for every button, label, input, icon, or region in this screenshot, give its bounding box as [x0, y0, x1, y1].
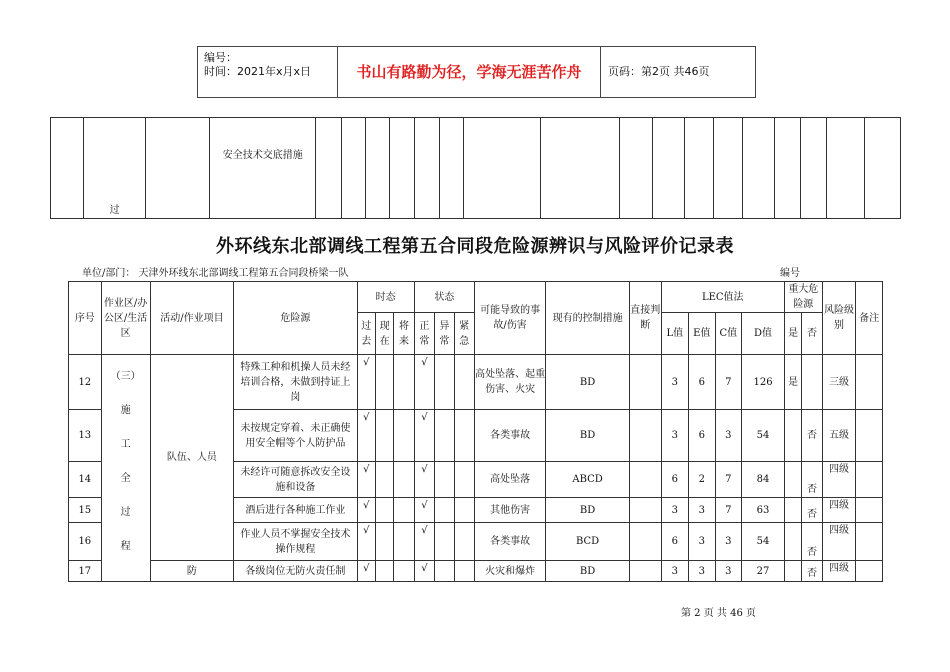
cell-hazard: 作业人员不掌握安全技术操作规程 [234, 523, 357, 561]
cell-c: 3 [715, 410, 742, 462]
cell-normal: √ [414, 355, 434, 410]
cell-yes [784, 523, 801, 561]
cell-past: √ [357, 498, 375, 523]
cell-remark [856, 498, 883, 523]
col-control: 现有的控制措施 [546, 282, 630, 355]
cell-c: 3 [715, 523, 742, 561]
cell-direct [629, 561, 661, 582]
cell-remark [856, 462, 883, 498]
cell-control: BD [546, 561, 630, 582]
cell-accident: 各类事故 [474, 410, 545, 462]
cell-direct [629, 410, 661, 462]
col-seq: 序号 [69, 282, 102, 355]
cell-emergency [454, 523, 474, 561]
cell-safety-measure: 安全技术交底措施 [210, 118, 316, 219]
cell-hazard: 未经许可随意拆改安全设施和设备 [234, 462, 357, 498]
cell-l: 3 [661, 410, 689, 462]
previous-table-fragment [50, 117, 901, 219]
cell-direct [629, 498, 661, 523]
col-state: 状态 [414, 282, 474, 313]
cell-remark [856, 523, 883, 561]
cell-yes [784, 498, 801, 523]
cell-no: 否 [802, 523, 822, 561]
cell-d: 126 [742, 355, 785, 410]
cell-e: 3 [689, 523, 716, 561]
cell-no [802, 355, 822, 410]
col-c: C值 [715, 313, 742, 355]
cell-hazard: 酒后进行各种施工作业 [234, 498, 357, 523]
header-meta [198, 47, 338, 97]
cell-control: BCD [546, 523, 630, 561]
cell-no: 否 [802, 410, 822, 462]
number-label: 编号： [204, 51, 237, 64]
date-label: 时间：2021年x月x日 [204, 65, 312, 78]
cell-no: 否 [802, 561, 822, 582]
col-normal: 正常 [414, 313, 434, 355]
cell-past: √ [357, 355, 375, 410]
unit-label: 单位/部门： 天津外环线东北部调线工程第五合同段桥梁一队 [82, 268, 349, 279]
cell-seq: 12 [69, 355, 102, 410]
cell-present [375, 355, 393, 410]
cell-remark [856, 355, 883, 410]
cell-e: 6 [689, 410, 716, 462]
cell-normal: √ [414, 561, 434, 582]
cell-hazard: 未按规定穿着、未正确使用安全帽等个人防护品 [234, 410, 357, 462]
cell-d: 27 [742, 561, 785, 582]
cell-normal: √ [414, 498, 434, 523]
cell-normal: √ [414, 410, 434, 462]
col-activity: 活动/作业项目 [150, 282, 234, 355]
area-char: 全 [120, 473, 131, 484]
cell-l: 3 [661, 355, 689, 410]
area-char: 过 [120, 507, 131, 518]
cell-d: 54 [742, 410, 785, 462]
col-direct: 直接判断 [629, 282, 661, 355]
cell-future [394, 410, 414, 462]
table-row [69, 355, 883, 410]
cell-present [375, 462, 393, 498]
col-area: 作业区/办公区/生活区 [101, 282, 150, 355]
cell-future [394, 355, 414, 410]
cell-abnormal [435, 561, 454, 582]
cell-d: 84 [742, 462, 785, 498]
cell-control: ABCD [546, 462, 630, 498]
cell-direct [629, 355, 661, 410]
cell-guo: 过 [83, 118, 146, 219]
serial-label: 编号 [780, 268, 800, 279]
cell-yes [784, 410, 801, 462]
cell-level: 五级 [822, 410, 856, 462]
cell-seq: 14 [69, 462, 102, 498]
cell-control: BD [546, 355, 630, 410]
cell-no: 否 [802, 462, 822, 498]
cell-l: 3 [661, 498, 689, 523]
cell-activity: 队伍、人员 [150, 355, 234, 561]
page-header [197, 46, 756, 98]
col-future: 将来 [394, 313, 414, 355]
cell-abnormal [435, 498, 454, 523]
cell-past: √ [357, 523, 375, 561]
cell-activity: 防 [150, 561, 234, 582]
cell-yes [784, 561, 801, 582]
col-d: D值 [742, 313, 785, 355]
area-char: 程 [120, 541, 131, 552]
cell-present [375, 561, 393, 582]
cell-present [375, 410, 393, 462]
cell-abnormal [435, 523, 454, 561]
cell-yes [784, 462, 801, 498]
cell-level: 四级 [822, 462, 856, 498]
cell-abnormal [435, 462, 454, 498]
col-remark: 备注 [856, 282, 883, 355]
cell-past: √ [357, 561, 375, 582]
cell-future [394, 523, 414, 561]
cell-direct [629, 462, 661, 498]
cell-area [101, 355, 150, 582]
cell-seq: 15 [69, 498, 102, 523]
page-label: 页码：第2页 共46页 [608, 65, 710, 78]
cell-normal: √ [414, 523, 434, 561]
cell-abnormal [435, 410, 454, 462]
area-char: 工 [120, 439, 131, 450]
cell-direct [629, 523, 661, 561]
cell-normal: √ [414, 462, 434, 498]
cell-remark [856, 410, 883, 462]
col-abnormal: 异常 [435, 313, 454, 355]
col-tense: 时态 [357, 282, 414, 313]
cell-future [394, 462, 414, 498]
table-row [69, 561, 883, 582]
cell-control: BD [546, 410, 630, 462]
cell-yes: 是 [784, 355, 801, 410]
col-yes: 是 [784, 313, 801, 355]
cell-l: 6 [661, 523, 689, 561]
cell-e: 6 [689, 355, 716, 410]
cell-hazard: 特殊工种和机操人员未经培训合格，未做到持证上岗 [234, 355, 357, 410]
col-accident: 可能导致的事故/伤害 [474, 282, 545, 355]
cell-level: 四级 [822, 561, 856, 582]
risk-assessment-table [68, 281, 883, 582]
cell-e: 3 [689, 561, 716, 582]
cell-d: 63 [742, 498, 785, 523]
cell-accident: 火灾和爆炸 [474, 561, 545, 582]
col-emergency: 紧急 [454, 313, 474, 355]
cell-accident: 高处坠落、起重伤害、火灾 [474, 355, 545, 410]
document-title: 外环线东北部调线工程第五合同段危险源辨识与风险评价记录表 [216, 236, 734, 257]
col-hazard: 危险源 [234, 282, 357, 355]
cell-remark [856, 561, 883, 582]
page-footer: 第 2 页 共 46 页 [681, 608, 756, 619]
cell-c: 3 [715, 561, 742, 582]
cell-past: √ [357, 410, 375, 462]
cell-future [394, 561, 414, 582]
cell-level: 四级 [822, 523, 856, 561]
col-l: L值 [661, 313, 689, 355]
cell-emergency [454, 462, 474, 498]
cell-present [375, 498, 393, 523]
cell-c: 7 [715, 355, 742, 410]
cell-c: 7 [715, 498, 742, 523]
cell-d: 54 [742, 523, 785, 561]
cell-hazard: 各级岗位无防火责任制 [234, 561, 357, 582]
cell-future [394, 498, 414, 523]
cell-e: 3 [689, 498, 716, 523]
cell-seq: 17 [69, 561, 102, 582]
cell-accident: 高处坠落 [474, 462, 545, 498]
cell-seq: 13 [69, 410, 102, 462]
col-e: E值 [689, 313, 716, 355]
col-present: 现在 [375, 313, 393, 355]
cell-l: 3 [661, 561, 689, 582]
cell-level: 四级 [822, 498, 856, 523]
cell-present [375, 523, 393, 561]
cell-level: 三级 [822, 355, 856, 410]
cell-emergency [454, 355, 474, 410]
cell-no: 否 [802, 498, 822, 523]
col-major: 重大危险源 [784, 282, 822, 313]
cell-abnormal [435, 355, 454, 410]
cell-emergency [454, 498, 474, 523]
cell-past: √ [357, 462, 375, 498]
cell-l: 6 [661, 462, 689, 498]
area-char: 施 [120, 405, 131, 416]
cell-e: 2 [689, 462, 716, 498]
cell-c: 7 [715, 462, 742, 498]
col-no: 否 [802, 313, 822, 355]
cell-accident: 各类事故 [474, 523, 545, 561]
cell-seq: 16 [69, 523, 102, 561]
area-char: （三） [110, 371, 141, 382]
cell-accident: 其他伤害 [474, 498, 545, 523]
cell-control: BD [546, 498, 630, 523]
col-level: 风险级别 [822, 282, 856, 355]
col-lec: LEC值法 [661, 282, 784, 313]
cell-emergency [454, 410, 474, 462]
cell-emergency [454, 561, 474, 582]
motto: 书山有路勤为径，学海无涯苦作舟 [338, 47, 601, 97]
col-past: 过去 [357, 313, 375, 355]
